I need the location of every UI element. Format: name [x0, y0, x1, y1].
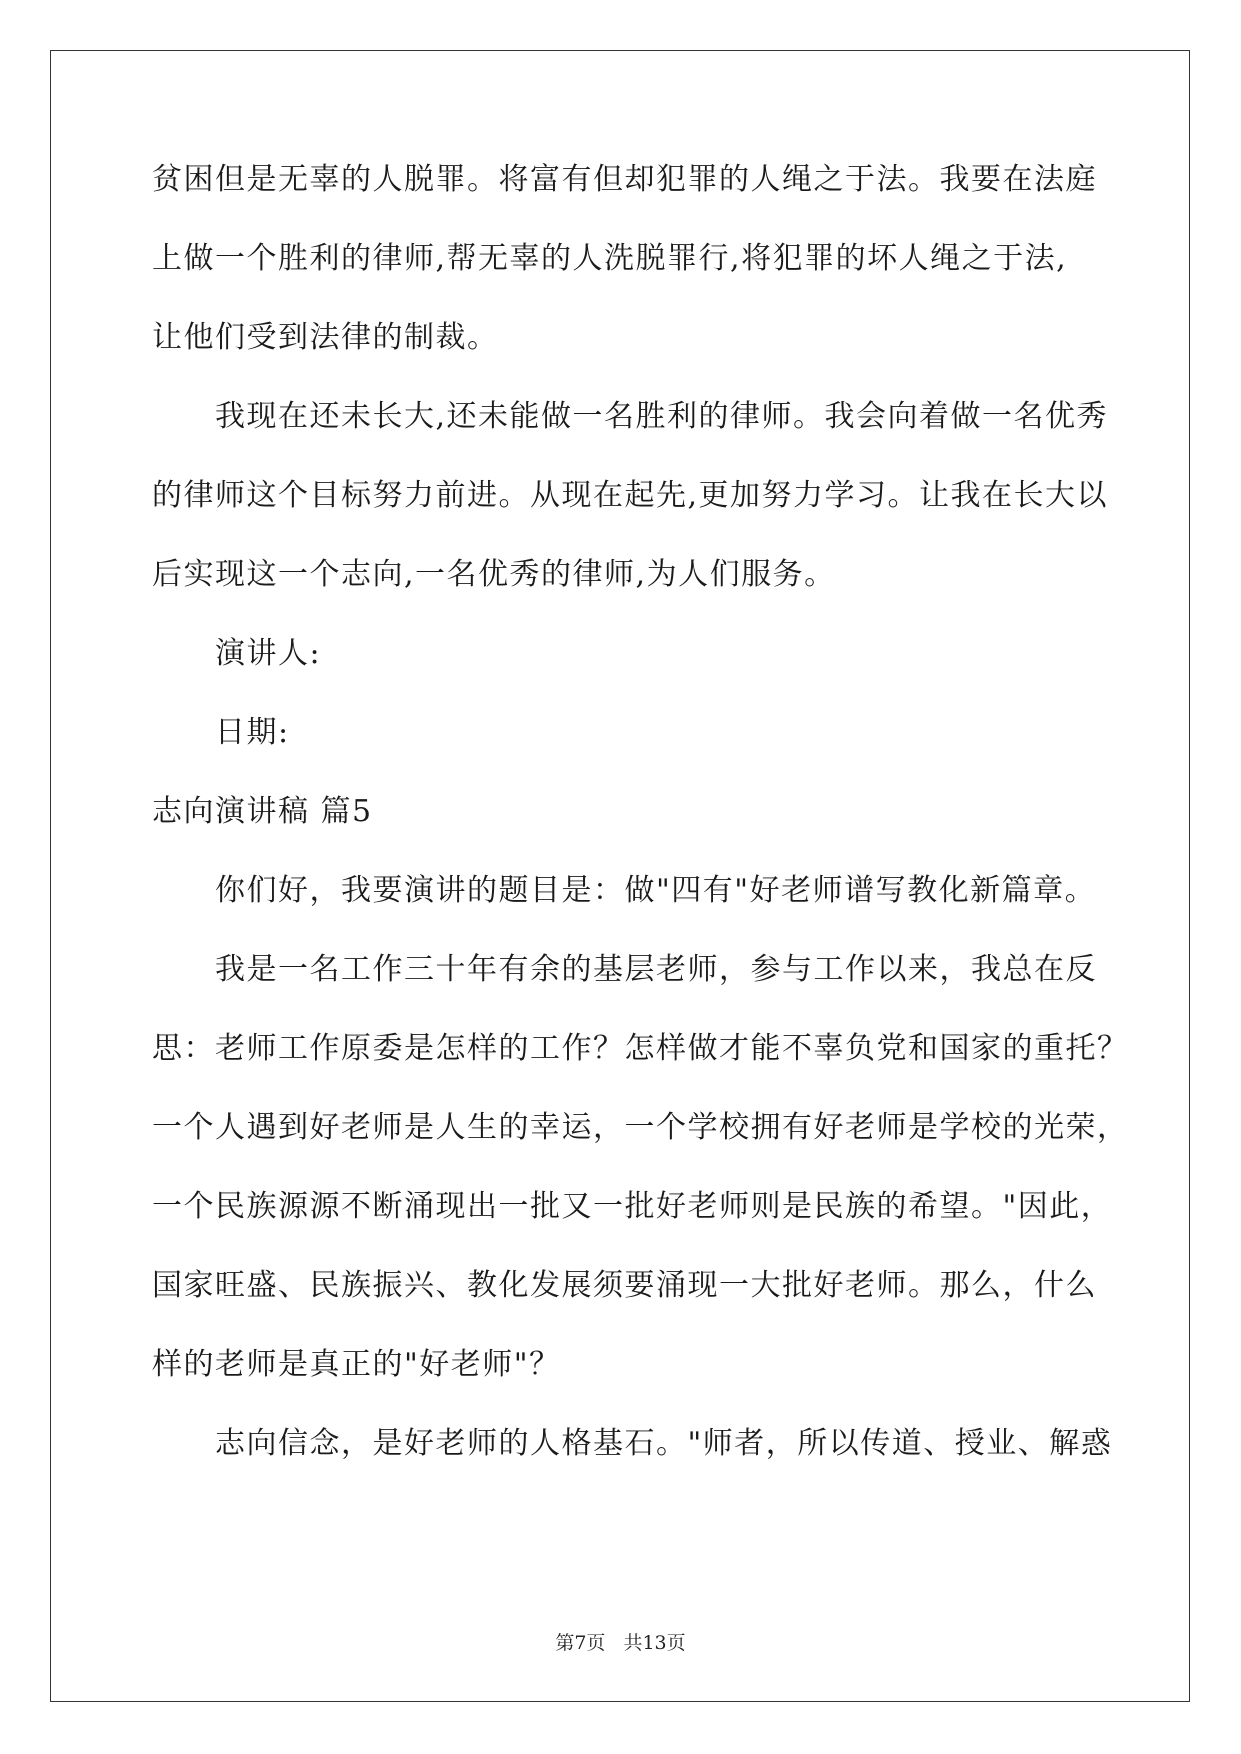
paragraph-line: 我现在还未长大,还未能做一名胜利的律师。我会向着做一名优秀: [215, 399, 1109, 434]
paragraph-line: 让他们受到法律的制裁。: [152, 320, 499, 355]
page-footer: [0, 1628, 1241, 1655]
paragraph-line: 贫困但是无辜的人脱罪。将富有但却犯罪的人绳之于法。我要在法庭: [152, 162, 1097, 197]
paragraph-line: 后实现这一个志向,一名优秀的律师,为人们服务。: [152, 557, 836, 592]
speaker-label: 演讲人:: [215, 636, 322, 671]
paragraph-line: 一个民族源源不断涌现出一批又一批好老师则是民族的希望。"因此，: [152, 1189, 1113, 1224]
paragraph-line: 你们好，我要演讲的题目是：做"四有"好老师谱写教化新篇章。: [215, 873, 1097, 908]
total-pages: 共13页: [623, 1632, 686, 1654]
paragraph-line: 样的老师是真正的"好老师"？: [152, 1347, 561, 1382]
paragraph-line: 我是一名工作三十年有余的基层老师，参与工作以来，我总在反: [215, 952, 1097, 987]
paragraph-line: 国家旺盛、民族振兴、教化发展须要涌现一大批好老师。那么，什么: [152, 1268, 1097, 1303]
date-label: 日期:: [215, 715, 290, 750]
section-heading: 志向演讲稿 篇5: [152, 794, 373, 829]
paragraph-line: 一个人遇到好老师是人生的幸运，一个学校拥有好老师是学校的光荣，: [152, 1110, 1129, 1145]
paragraph-line: 上做一个胜利的律师,帮无辜的人洗脱罪行,将犯罪的坏人绳之于法,: [152, 241, 1068, 276]
paragraph-line: 的律师这个目标努力前进。从现在起先,更加努力学习。让我在长大以: [152, 478, 1109, 513]
paragraph-line: 思：老师工作原委是怎样的工作？怎样做才能不辜负党和国家的重托？: [152, 1031, 1129, 1066]
page-number: 第7页: [555, 1632, 606, 1654]
paragraph-line: 志向信念，是好老师的人格基石。"师者，所以传道、授业、解惑: [215, 1426, 1113, 1461]
